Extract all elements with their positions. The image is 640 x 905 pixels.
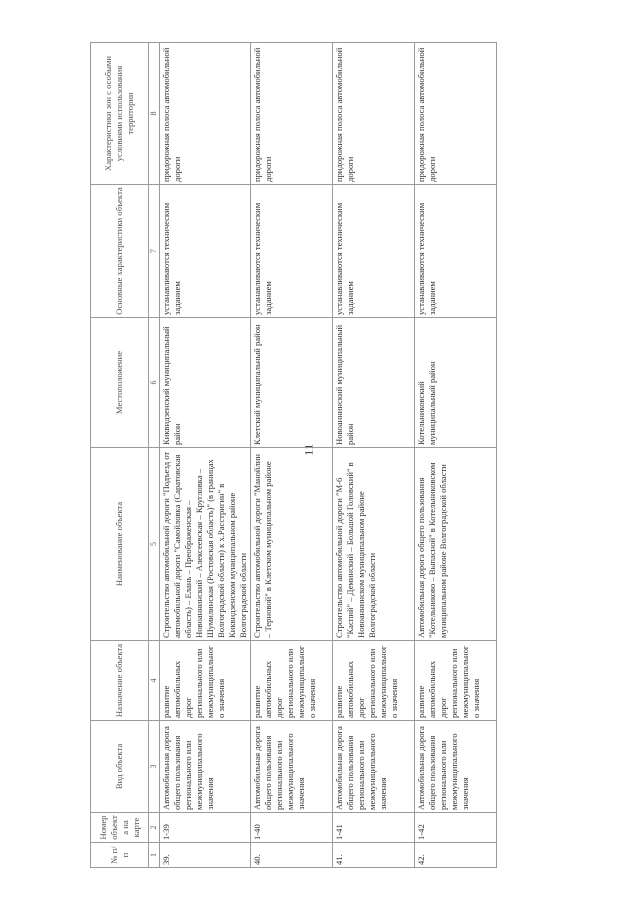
column-number: 2 <box>149 813 160 843</box>
column-number: 7 <box>149 185 160 318</box>
cell-object-name: Строительство автомобильной дороги "Подъезд от автомобильной дороги "Самойловка (Саратовская область) – Елань – Преображенская – Новоаннинский – Алексеевская – Кругловка – Шумилинская (Ростовская область)" (в границах Волгоградской области) к х.Расстригин" в Киквидзенском муниципальном районе Волгоградской области <box>160 448 251 641</box>
cell-object-type: Автомобильная дорога общего пользования регионального или межмуниципального значения <box>160 721 251 813</box>
column-number-row <box>149 43 160 868</box>
cell-characteristics: устанавливаются техническим заданием <box>333 185 415 318</box>
cell-object-type: Автомобильная дорога общего пользования регионального или межмуниципального значения <box>333 721 415 813</box>
column-number: 1 <box>149 843 160 868</box>
cell-zone: придорожная полоса автомобильной дороги <box>333 43 415 185</box>
table-row <box>160 43 251 868</box>
cell-zone: придорожная полоса автомобильной дороги <box>415 43 497 185</box>
header-cell: Местоположение <box>91 318 149 448</box>
cell-object-name: Автомобильная дорога общего пользования "Котельниково – Выпасной" в Котельниковском муниципальном районе Волгоградской области <box>415 448 497 641</box>
cell-characteristics: устанавливаются техническим заданием <box>415 185 497 318</box>
cell-purpose: развитие автомобильных дорог регионального или межмуниципального значения <box>333 641 415 721</box>
cell-map-number: 1-40 <box>251 813 333 843</box>
page-number: 11 <box>301 443 316 456</box>
table-row <box>251 43 333 868</box>
cell-map-number: 1-39 <box>160 813 251 843</box>
column-number: 6 <box>149 318 160 448</box>
header-cell: № п/п <box>91 843 149 868</box>
header-cell: Характеристики зон с особыми условиями использования территории <box>91 43 149 185</box>
column-number: 3 <box>149 721 160 813</box>
column-number: 5 <box>149 448 160 641</box>
cell-object-type: Автомобильная дорога общего пользования регионального или межмуниципального значения <box>251 721 333 813</box>
header-cell: Номер объекта на карте <box>91 813 149 843</box>
cell-object-type: Автомобильная дорога общего пользования регионального или межмуниципального значения <box>415 721 497 813</box>
column-number: 8 <box>149 43 160 185</box>
header-cell: Наименование объекта <box>91 448 149 641</box>
cell-purpose: развитие автомобильных дорог регионального или межмуниципального значения <box>160 641 251 721</box>
header-cell: Назначение объекта <box>91 641 149 721</box>
cell-row-number: 41. <box>333 843 415 868</box>
cell-object-name: Строительство автомобильной дороги "М-6 "Каспий" – Деминский – Большой Головский" в Новоаннинском муниципальном районе Волгоградской области <box>333 448 415 641</box>
cell-row-number: 40. <box>251 843 333 868</box>
cell-row-number: 39. <box>160 843 251 868</box>
cell-location: Киквидзенский муниципальный район <box>160 318 251 448</box>
header-cell: Вид объекта <box>91 721 149 813</box>
cell-purpose: развитие автомобильных дорог регионального или межмуниципального значения <box>251 641 333 721</box>
cell-zone: придорожная полоса автомобильной дороги <box>160 43 251 185</box>
cell-location: Клетский муниципальный район <box>251 318 333 448</box>
header-row <box>91 43 149 868</box>
table-row <box>415 43 497 868</box>
cell-zone: придорожная полоса автомобильной дороги <box>251 43 333 185</box>
cell-location: Котельниковский муниципальный район <box>415 318 497 448</box>
rotated-table-frame <box>90 43 515 868</box>
column-number: 4 <box>149 641 160 721</box>
cell-purpose: развитие автомобильных дорог регионального или межмуниципального значения <box>415 641 497 721</box>
header-cell: Основные характеристики объекта <box>91 185 149 318</box>
cell-row-number: 42. <box>415 843 497 868</box>
cell-object-name: Строительство автомобильной дороги "Манойлин – Терновой" в Клетском муниципальном районе <box>251 448 333 641</box>
cell-characteristics: устанавливаются техническим заданием <box>251 185 333 318</box>
cell-location: Новоаннинский муниципальный район <box>333 318 415 448</box>
objects-table <box>90 42 497 868</box>
cell-map-number: 1-42 <box>415 813 497 843</box>
cell-map-number: 1-41 <box>333 813 415 843</box>
table-row <box>333 43 415 868</box>
cell-characteristics: устанавливаются техническим заданием <box>160 185 251 318</box>
